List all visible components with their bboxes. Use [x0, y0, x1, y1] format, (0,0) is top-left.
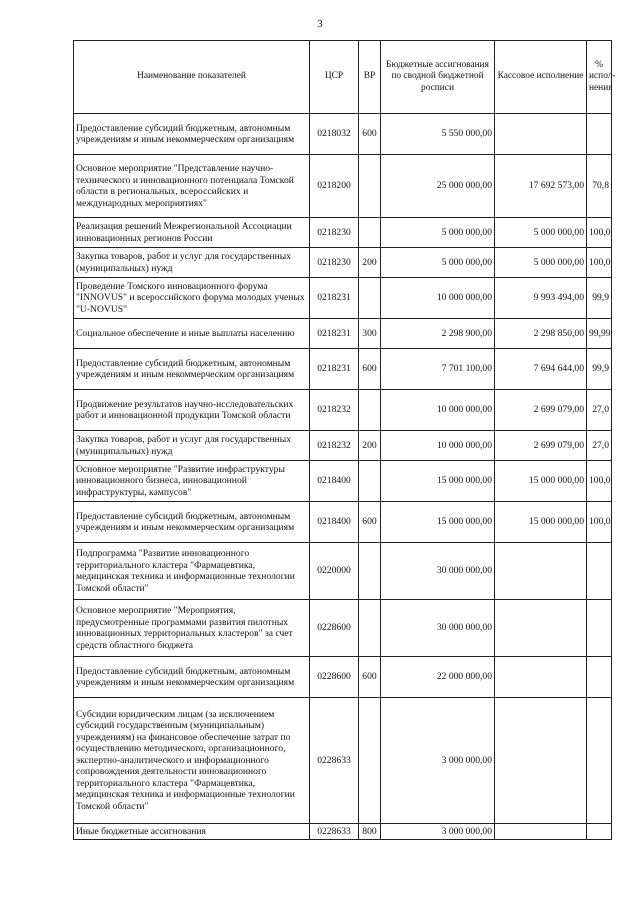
row-csr: 0218400: [310, 461, 359, 502]
row-csr: 0220000: [310, 543, 359, 600]
row-cash: 2 699 079,00: [495, 390, 587, 431]
header-execution-percent: % испол-нения: [587, 41, 612, 114]
row-vr: [359, 390, 381, 431]
row-budget: 2 298 900,00: [381, 319, 495, 349]
row-cash: [495, 698, 587, 824]
row-vr: [359, 600, 381, 657]
row-vr: [359, 155, 381, 218]
row-percent: 100,0: [587, 461, 612, 502]
row-percent: [587, 657, 612, 698]
row-percent: 70,8: [587, 155, 612, 218]
row-cash: [495, 600, 587, 657]
row-vr: 200: [359, 431, 381, 461]
row-vr: 200: [359, 248, 381, 278]
row-vr: [359, 461, 381, 502]
row-percent: 100,0: [587, 248, 612, 278]
table-row: [74, 600, 612, 657]
row-vr: [359, 278, 381, 319]
row-vr: 800: [359, 824, 381, 840]
row-vr: 600: [359, 657, 381, 698]
row-percent: 100,0: [587, 218, 612, 248]
table-header-row: [74, 41, 612, 114]
row-budget: 10 000 000,00: [381, 431, 495, 461]
row-budget: 30 000 000,00: [381, 600, 495, 657]
row-name: Проведение Томского инновационного форума "INNOVUS" и всероссийского форума молодых ученых "U-NOVUS": [74, 278, 310, 319]
table-row: [74, 543, 612, 600]
row-csr: 0218200: [310, 155, 359, 218]
row-name: Закупка товаров, работ и услуг для государственных (муниципальных) нужд: [74, 248, 310, 278]
header-indicator-name: Наименование показателей: [74, 41, 310, 114]
table-row: [74, 278, 612, 319]
row-name: Основное мероприятие "Представление научно-технического и инновационного потенциала Томской области в региональных, всероссийских и международных мероприятиях": [74, 155, 310, 218]
row-percent: [587, 543, 612, 600]
row-percent: 27,0: [587, 390, 612, 431]
header-cash-execution: Кассовое исполнение: [495, 41, 587, 114]
row-cash: 15 000 000,00: [495, 461, 587, 502]
row-csr: 0218231: [310, 349, 359, 390]
row-percent: 100,0: [587, 502, 612, 543]
row-budget: 3 000 000,00: [381, 824, 495, 840]
row-csr: 0218032: [310, 114, 359, 155]
row-name: Закупка товаров, работ и услуг для государственных (муниципальных) нужд: [74, 431, 310, 461]
row-csr: 0218230: [310, 218, 359, 248]
row-csr: 0218400: [310, 502, 359, 543]
row-name: Социальное обеспечение и иные выплаты населению: [74, 319, 310, 349]
table-row: [74, 390, 612, 431]
row-name: Иные бюджетные ассигнования: [74, 824, 310, 840]
row-percent: [587, 114, 612, 155]
row-name: Основное мероприятие "Мероприятия, предусмотренные программами развития пилотных инновационных территориальных кластеров" за счет средств областного бюджета: [74, 600, 310, 657]
row-budget: 15 000 000,00: [381, 461, 495, 502]
row-cash: [495, 657, 587, 698]
row-budget: 10 000 000,00: [381, 278, 495, 319]
row-name: Предоставление субсидий бюджетным, автономным учреждениям и иным некоммерческим организациям: [74, 657, 310, 698]
table-row: [74, 349, 612, 390]
row-name: Основное мероприятие "Развитие инфраструктуры инновационного бизнеса, инновационной инфраструктуры, кампусов": [74, 461, 310, 502]
row-name: Подпрограмма "Развитие инновационного территориального кластера "Фармацевтика, медицинская техника и информационные технологии Томской области": [74, 543, 310, 600]
row-percent: 99,99: [587, 319, 612, 349]
row-name: Реализация решений Межрегиональной Ассоциации инновационных регионов России: [74, 218, 310, 248]
header-budget-allocations: Бюджетные ассигнования по сводной бюджетной росписи: [381, 41, 495, 114]
row-csr: 0228600: [310, 600, 359, 657]
row-name: Продвижение результатов научно-исследовательских работ и инновационной продукции Томской области: [74, 390, 310, 431]
row-cash: [495, 824, 587, 840]
table-row: [74, 502, 612, 543]
table-row: [74, 218, 612, 248]
row-budget: 22 000 000,00: [381, 657, 495, 698]
row-csr: 0218231: [310, 278, 359, 319]
row-cash: 9 993 494,00: [495, 278, 587, 319]
row-percent: [587, 600, 612, 657]
row-cash: [495, 543, 587, 600]
table-row: [74, 698, 612, 824]
row-name: Предоставление субсидий бюджетным, автономным учреждениям и иным некоммерческим организациям: [74, 349, 310, 390]
row-csr: 0228633: [310, 698, 359, 824]
row-csr: 0218231: [310, 319, 359, 349]
page-number: 3: [317, 18, 323, 30]
row-csr: 0228600: [310, 657, 359, 698]
row-cash: 2 298 850,00: [495, 319, 587, 349]
row-name: Предоставление субсидий бюджетным, автономным учреждениям и иным некоммерческим организациям: [74, 502, 310, 543]
row-vr: 600: [359, 349, 381, 390]
budget-execution-table: [73, 40, 616, 840]
row-vr: [359, 543, 381, 600]
header-vr: ВР: [359, 41, 381, 114]
row-budget: 5 550 000,00: [381, 114, 495, 155]
row-cash: 5 000 000,00: [495, 248, 587, 278]
row-percent: [587, 698, 612, 824]
row-name: Предоставление субсидий бюджетным, автономным учреждениям и иным некоммерческим организациям: [74, 114, 310, 155]
row-budget: 5 000 000,00: [381, 218, 495, 248]
table-row: [74, 461, 612, 502]
row-cash: 15 000 000,00: [495, 502, 587, 543]
row-cash: 5 000 000,00: [495, 218, 587, 248]
row-budget: 3 000 000,00: [381, 698, 495, 824]
row-csr: 0218232: [310, 390, 359, 431]
row-name: Субсидии юридическим лицам (за исключением субсидий государственным (муниципальным) учреждениям) на финансовое обеспечение затрат по осуществлению методического, организационного, экспертно-аналитического и информационного сопровождения деятельности инновационного территориального кластера "Фармацевтика, медицинская техника и информационные технологии Томской области": [74, 698, 310, 824]
row-percent: 27,0: [587, 431, 612, 461]
row-vr: 300: [359, 319, 381, 349]
row-vr: 600: [359, 502, 381, 543]
row-budget: 30 000 000,00: [381, 543, 495, 600]
table-row: [74, 248, 612, 278]
row-cash: 7 694 644,00: [495, 349, 587, 390]
table-row: [74, 319, 612, 349]
row-budget: 7 701 100,00: [381, 349, 495, 390]
row-csr: 0218232: [310, 431, 359, 461]
table-row: [74, 155, 612, 218]
row-cash: 17 692 573,00: [495, 155, 587, 218]
table-row: [74, 431, 612, 461]
row-budget: 5 000 000,00: [381, 248, 495, 278]
table-row: [74, 824, 612, 840]
row-vr: 600: [359, 114, 381, 155]
row-percent: 99,9: [587, 349, 612, 390]
row-budget: 10 000 000,00: [381, 390, 495, 431]
row-percent: 99,9: [587, 278, 612, 319]
row-vr: [359, 218, 381, 248]
row-csr: 0218230: [310, 248, 359, 278]
header-csr: ЦСР: [310, 41, 359, 114]
table-row: [74, 114, 612, 155]
table-row: [74, 657, 612, 698]
row-vr: [359, 698, 381, 824]
row-budget: 25 000 000,00: [381, 155, 495, 218]
row-cash: [495, 114, 587, 155]
row-budget: 15 000 000,00: [381, 502, 495, 543]
row-csr: 0228633: [310, 824, 359, 840]
row-cash: 2 699 079,00: [495, 431, 587, 461]
row-percent: [587, 824, 612, 840]
